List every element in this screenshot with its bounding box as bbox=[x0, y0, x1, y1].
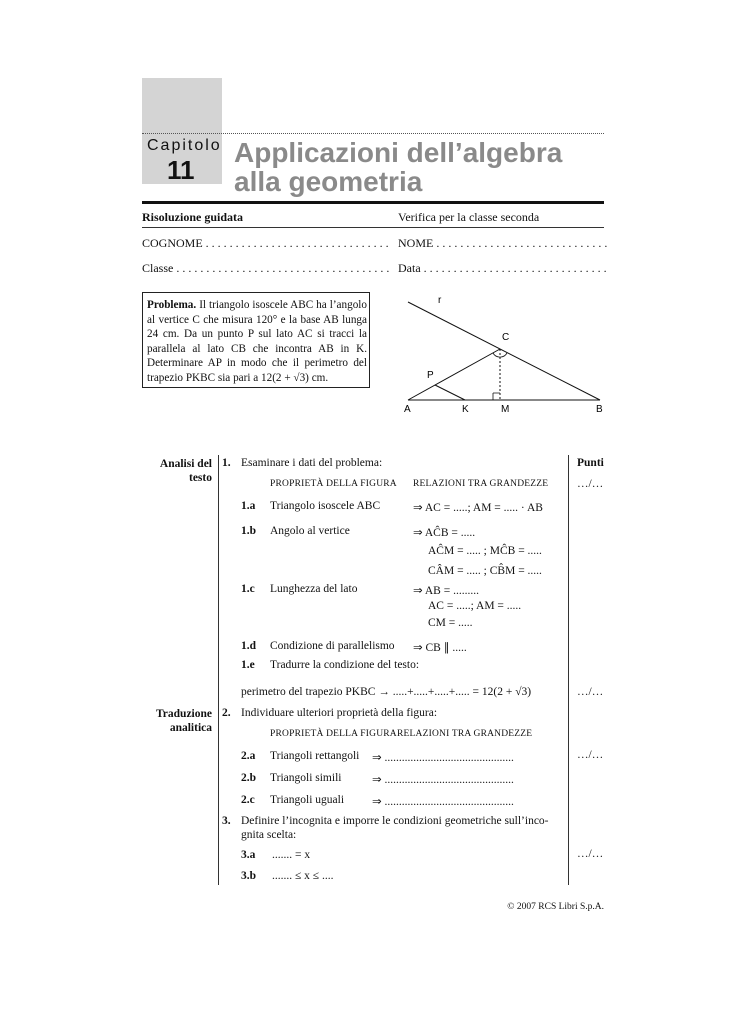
step1a-rel[interactable]: ⇒ AC = .....; AM = ..... · AB bbox=[413, 502, 543, 514]
step1b-rel3[interactable]: CÂM = ..... ; CB̂M = ..... bbox=[428, 565, 542, 577]
problem-label: Problema. bbox=[147, 299, 197, 311]
step2b-num: 2.b bbox=[241, 772, 257, 784]
chapter-title bbox=[234, 138, 562, 196]
step2-text: Individuare ulteriori proprietà della figura: bbox=[241, 707, 438, 719]
step2c-num: 2.c bbox=[241, 794, 255, 806]
step1b-text: Angolo al vertice bbox=[270, 525, 350, 537]
chapter-word: Capitolo bbox=[147, 137, 222, 154]
step1a-text: Triangolo isoscele ABC bbox=[270, 500, 381, 512]
data-field[interactable]: Data . . . . . . . . . . . . . . . . . . . . . . . . . . . . . . . bbox=[398, 261, 607, 275]
right-angle-mark bbox=[493, 393, 500, 400]
chapter-title-line1: Applicazioni dell’algebra bbox=[234, 137, 563, 168]
cognome-field[interactable]: COGNOME . . . . . . . . . . . . . . . . . . . . . . . . . . . . . . . bbox=[142, 236, 389, 250]
step1b-rel1[interactable]: ⇒ AĈB = ..... bbox=[413, 527, 476, 539]
title-rule bbox=[142, 201, 604, 204]
problem-body: Il triangolo isoscele ABC ha l’angolo al vertice C che misura 120° e la base AB lunga 24 cm. Da un punto P sul lato AC si tracci la parallela al lato CB che incontra AB in K. Determinare AP in modo che il perimetro del trapezio PKBC sia pari a 12(2 + √3) cm. bbox=[147, 299, 368, 384]
step2b-text: Triangoli simili bbox=[270, 772, 342, 784]
step1c-num: 1.c bbox=[241, 583, 255, 595]
footer-copyright: © 2007 RCS Libri S.p.A. bbox=[507, 902, 604, 912]
step1-col1: PROPRIETÀ DELLA FIGURA bbox=[270, 479, 397, 489]
label-b: B bbox=[596, 404, 603, 415]
step1d-text: Condizione di parallelismo bbox=[270, 640, 395, 652]
step2a-num: 2.a bbox=[241, 750, 256, 762]
step2b-rel[interactable]: ⇒ ............................................. bbox=[372, 774, 514, 786]
segment-pk bbox=[435, 385, 465, 400]
problem-text bbox=[147, 298, 367, 386]
step1c-rel1[interactable]: ⇒ AB = ......... bbox=[413, 585, 479, 597]
step1d-rel[interactable]: ⇒ CB ∥ ..... bbox=[413, 642, 467, 654]
step1c-rel2[interactable]: AC = .....; AM = ..... bbox=[428, 600, 522, 612]
top-dotted-rule bbox=[142, 133, 604, 134]
step2a-rel[interactable]: ⇒ ............................................. bbox=[372, 752, 514, 764]
header-rule bbox=[142, 227, 604, 228]
triangle-figure bbox=[395, 290, 610, 418]
step1d-num: 1.d bbox=[241, 640, 257, 652]
step1e-text: Tradurre la condizione del testo: bbox=[270, 659, 420, 671]
step1a-num: 1.a bbox=[241, 500, 256, 512]
step3-text-line1: Definire l’incognita e imporre le condizioni geometriche sull’inco- bbox=[241, 815, 549, 827]
step2a-text: Triangoli rettangoli bbox=[270, 750, 360, 762]
analisi-label: Analisi del testo bbox=[159, 458, 212, 484]
step2c-text: Triangoli uguali bbox=[270, 794, 345, 806]
left-vertical-rule bbox=[218, 455, 219, 885]
step1b-rel2[interactable]: AĈM = ..... ; MĈB = ..... bbox=[428, 545, 542, 557]
line-r bbox=[408, 302, 600, 400]
traduzione-label: Traduzione analitica bbox=[155, 708, 212, 734]
step3-num: 3. bbox=[222, 815, 231, 827]
step3a-num: 3.a bbox=[241, 849, 256, 861]
step1c-rel3[interactable]: CM = ..... bbox=[428, 617, 473, 629]
points-1e[interactable]: …/… bbox=[577, 686, 604, 698]
label-c: C bbox=[502, 332, 510, 343]
step3-text-line2: gnita scelta: bbox=[241, 829, 297, 841]
punti-label: Punti bbox=[577, 457, 604, 469]
right-header-title: Verifica per la classe seconda bbox=[398, 210, 540, 224]
label-r: r bbox=[438, 295, 442, 306]
chapter-title-line2: alla geometria bbox=[234, 166, 423, 197]
step3b-num: 3.b bbox=[241, 870, 257, 882]
label-m: M bbox=[501, 404, 510, 415]
step1-col2: RELAZIONI TRA GRANDEZZE bbox=[413, 479, 549, 489]
step1e-num: 1.e bbox=[241, 659, 255, 671]
points-3[interactable]: …/… bbox=[577, 848, 604, 860]
points-1[interactable]: …/… bbox=[577, 478, 604, 490]
step1-num: 1. bbox=[222, 457, 231, 469]
step3a-text[interactable]: ....... = x bbox=[272, 849, 311, 861]
step1b-num: 1.b bbox=[241, 525, 257, 537]
step2-num: 2. bbox=[222, 707, 231, 719]
nome-field[interactable]: NOME . . . . . . . . . . . . . . . . . . . . . . . . . . . . . bbox=[398, 236, 608, 250]
step1c-text: Lunghezza del lato bbox=[270, 583, 358, 595]
step2-col1: PROPRIETÀ DELLA FIGURA bbox=[270, 729, 397, 739]
step2c-rel[interactable]: ⇒ ............................................. bbox=[372, 796, 514, 808]
label-a: A bbox=[404, 404, 411, 415]
perimeter-equation[interactable]: perimetro del trapezio PKBC → .....+.....+.....+..... = 12(2 + √3) bbox=[241, 686, 532, 698]
step1-text: Esaminare i dati del problema: bbox=[241, 457, 383, 469]
label-p: P bbox=[427, 370, 434, 381]
points-2[interactable]: …/… bbox=[577, 749, 604, 761]
step3b-text[interactable]: ....... ≤ x ≤ .... bbox=[272, 870, 334, 882]
label-k: K bbox=[462, 404, 469, 415]
chapter-number: 11 bbox=[167, 155, 195, 185]
side-ac bbox=[408, 349, 500, 400]
right-vertical-rule bbox=[568, 455, 569, 885]
left-header-title: Risoluzione guidata bbox=[142, 210, 244, 224]
classe-field[interactable]: Classe . . . . . . . . . . . . . . . . . . . . . . . . . . . . . . . . . . . . bbox=[142, 261, 390, 275]
step2-col2: RELAZIONI TRA GRANDEZZE bbox=[397, 729, 533, 739]
